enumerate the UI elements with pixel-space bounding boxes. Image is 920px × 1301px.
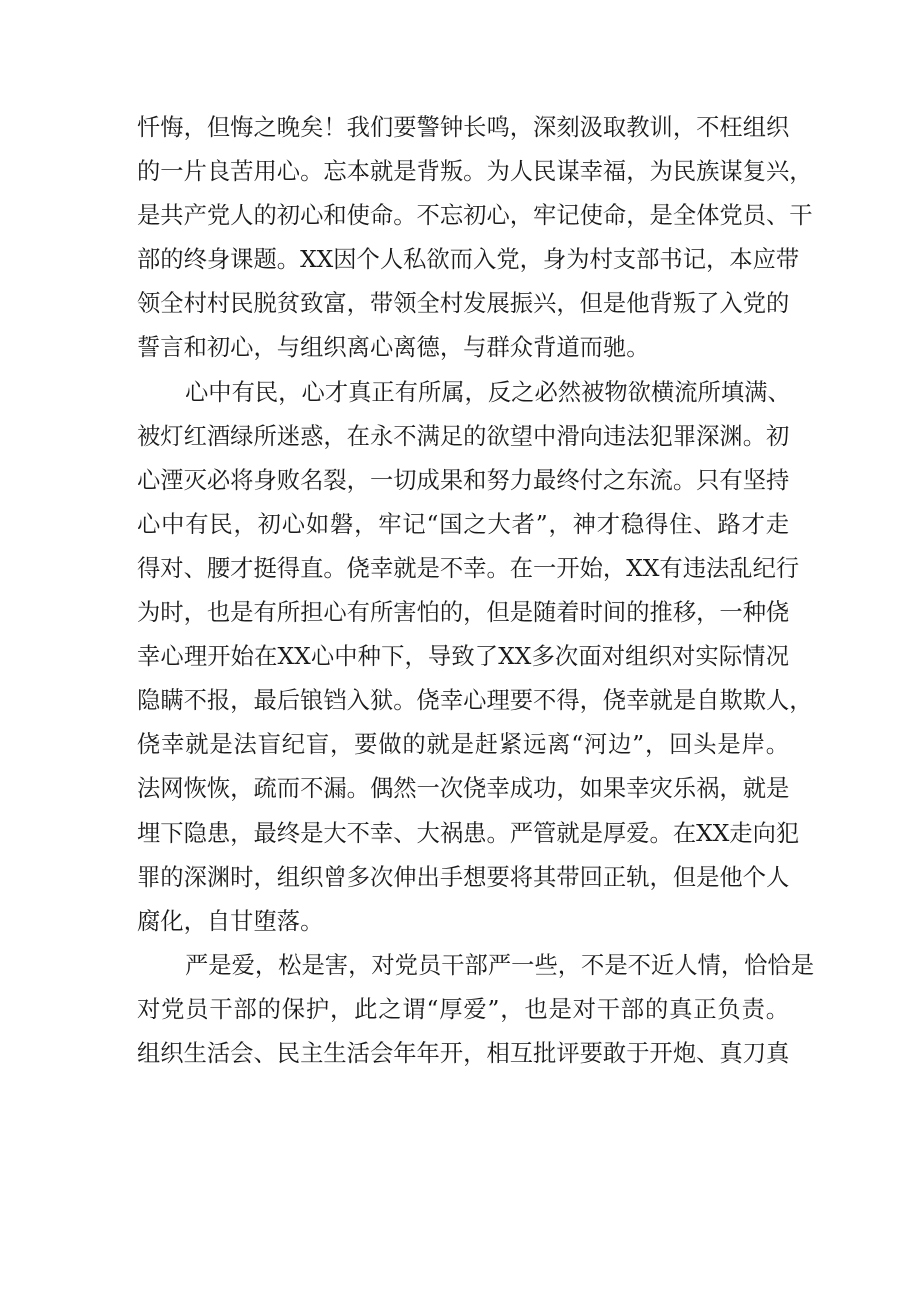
paragraph xyxy=(137,106,813,371)
text-line: 誓言和初心，与组织离心离德，与群众背道而驰。 xyxy=(137,334,650,362)
text-line: 隐瞒不报，最后锒铛入狱。侥幸心理要不得，侥幸就是自欺欺人， xyxy=(137,687,813,715)
text-line: 为时，也是有所担心有所害怕的，但是随着时间的推移，一种侥 xyxy=(137,599,790,627)
text-line: 幸心理开始在XX心中种下，导致了XX多次面对组织对实际情况 xyxy=(137,643,789,671)
text-line: 法网恢恢，疏而不漏。偶然一次侥幸成功，如果幸灾乐祸，就是 xyxy=(137,775,790,803)
text-line: 忏悔，但悔之晚矣！我们要警钟长鸣，深刻汲取教训，不枉组织 xyxy=(137,114,790,141)
text-line: 被灯红酒绿所迷惑，在永不满足的欲望中滑向违法犯罪深渊。初 xyxy=(137,422,790,450)
text-line: 心湮灭必将身败名裂，一切成果和努力最终付之东流。只有坚持 xyxy=(137,466,790,494)
text-line: 腐化，自甘堕落。 xyxy=(137,907,324,935)
text-line: 埋下隐患，最终是大不幸、大祸患。严管就是厚爱。在XX走向犯 xyxy=(137,819,800,847)
text-line: 罪的深渊时，组织曾多次伸出手想要将其带回正轨，但是他个人 xyxy=(137,863,790,891)
text-line: 是共产党人的初心和使命。不忘初心，牢记使命，是全体党员、干 xyxy=(137,202,813,230)
text-line: 心中有民，初心如磐，牢记“国之大者”，神才稳得住、路才走 xyxy=(137,510,789,538)
text-line: 严是爱，松是害，对党员干部严一些，不是不近人情，恰恰是 xyxy=(185,951,815,979)
text-line: 对党员干部的保护，此之谓“厚爱”，也是对干部的真正负责。 xyxy=(137,995,789,1023)
text-line: 侥幸就是法盲纪盲，要做的就是赶紧远离“河边”，回头是岸。 xyxy=(137,731,789,759)
text-line: 领全村村民脱贫致富，带领全村发展振兴，但是他背叛了入党的 xyxy=(137,290,790,318)
document-body xyxy=(137,106,815,1076)
text-line: 的一片良苦用心。忘本就是背叛。为人民谋幸福，为民族谋复兴， xyxy=(137,158,813,186)
paragraph xyxy=(137,371,813,944)
paragraph xyxy=(137,944,815,1076)
text-line: 组织生活会、民主生活会年年开，相互批评要敢于开炮、真刀真 xyxy=(137,1039,790,1067)
text-line: 心中有民，心才真正有所属，反之必然被物欲横流所填满、 xyxy=(185,378,791,406)
text-line: 部的终身课题。XX因个人私欲而入党，身为村支部书记，本应带 xyxy=(137,246,800,274)
text-line: 得对、腰才挺得直。侥幸就是不幸。在一开始，XX有违法乱纪行 xyxy=(137,554,800,582)
